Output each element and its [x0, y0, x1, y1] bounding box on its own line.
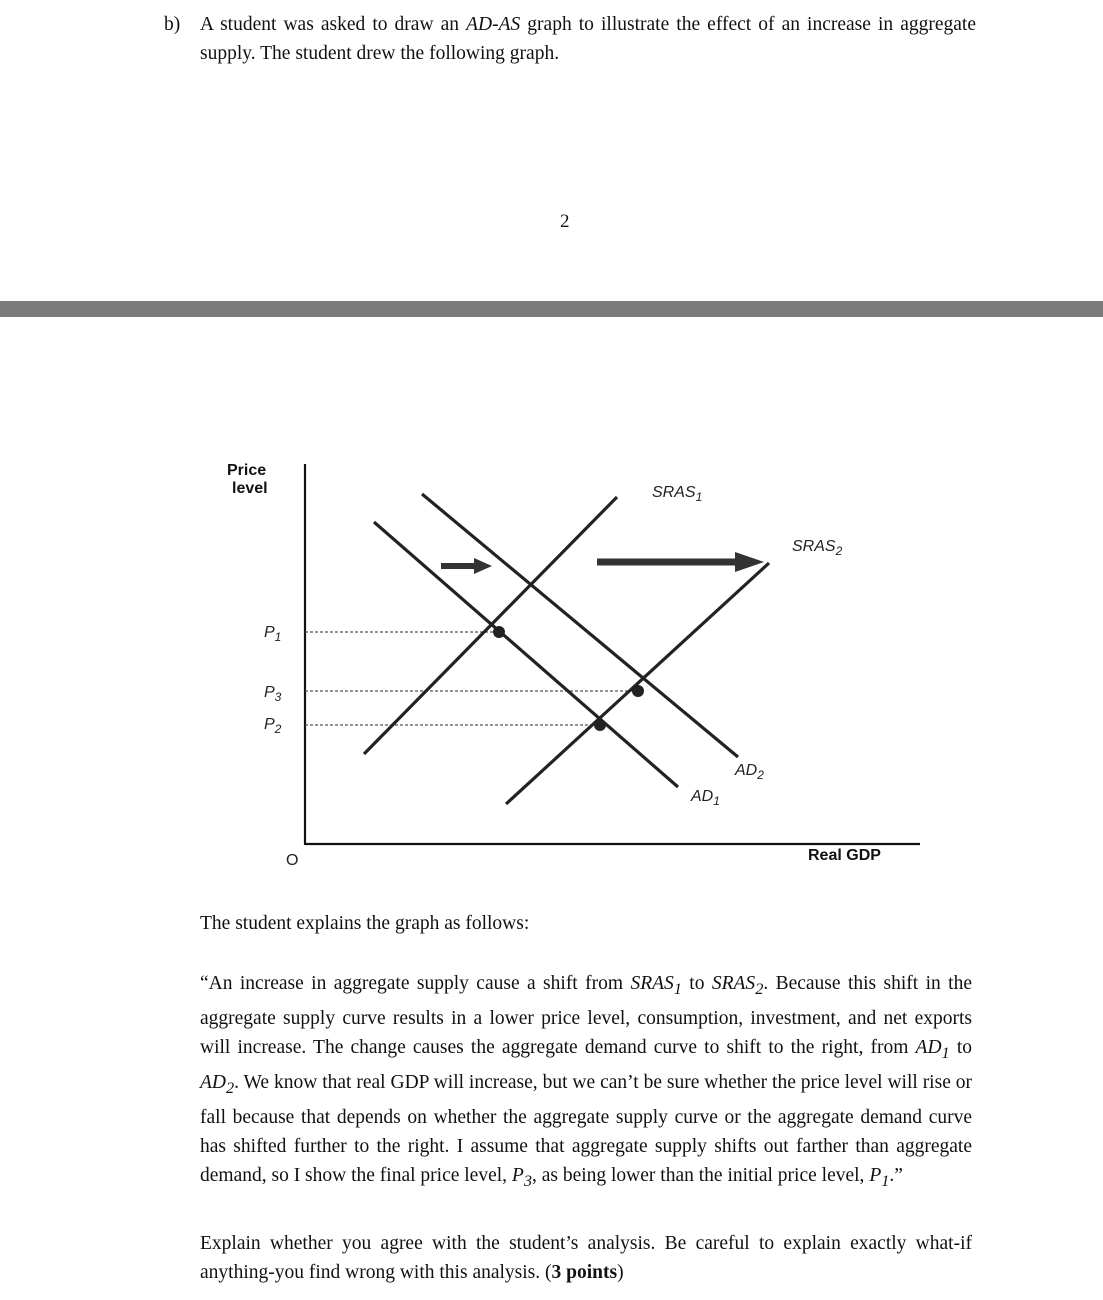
sras2-curve	[506, 563, 769, 804]
p1-label: $P_1$	[264, 624, 282, 644]
task-instruction: Explain whether you agree with the student’s analysis. Be careful to explain exactly what-if anything-you find wrong with this analysis. (3 points)	[200, 1233, 972, 1283]
equilibrium-point-2	[594, 719, 606, 731]
explanation-intro: The student explains the graph as follows:	[200, 913, 530, 934]
question-prompt	[164, 10, 976, 68]
origin-label: O	[286, 852, 299, 869]
question-label: b)	[164, 14, 181, 35]
equilibrium-point-3	[632, 685, 644, 697]
page-separator	[0, 301, 1103, 317]
ad-shift-arrowhead	[474, 558, 492, 574]
sras-shift-arrowhead	[735, 552, 764, 572]
ad-as-graph	[0, 317, 1103, 897]
student-quote: “An increase in aggregate supply cause a shift from $SRAS_1$ to $SRAS_2$. Because this shift in the aggregate supply curve results in a lower price level, consumption, investment, and net exports will increase. The change causes the aggregate demand curve to shift to the right, from $AD_1$ to $AD_2$. We know that real GDP will increase, but we can’t be sure whether the price level will rise or fall because that depends on whether the aggregate supply curve or the aggregate demand curve has shifted further to the right. I assume that aggregate supply shifts out farther than aggregate demand, so I show the final price level, $P_3$, as being lower than the initial price level, $P_1$.”	[200, 973, 972, 1190]
ad1-label: $AD_1$	[691, 788, 720, 808]
y-axis-label-line2: level	[232, 480, 268, 497]
equilibrium-point-1	[493, 626, 505, 638]
p2-label: $P_2$	[264, 716, 282, 736]
x-axis-label: Real GDP	[808, 847, 881, 864]
page-number: 2	[560, 211, 570, 232]
sras2-label: $SRAS_2$	[792, 538, 843, 558]
sras1-label: $SRAS_1$	[652, 484, 703, 504]
ad2-label: $AD_2$	[735, 762, 764, 782]
question-text: A student was asked to draw an AD-AS graph to illustrate the effect of an increase in aggregate supply. The student drew the following graph.	[200, 14, 976, 64]
y-axis-label-line1: Price	[227, 462, 267, 479]
p3-label: $P_3$	[264, 684, 282, 704]
